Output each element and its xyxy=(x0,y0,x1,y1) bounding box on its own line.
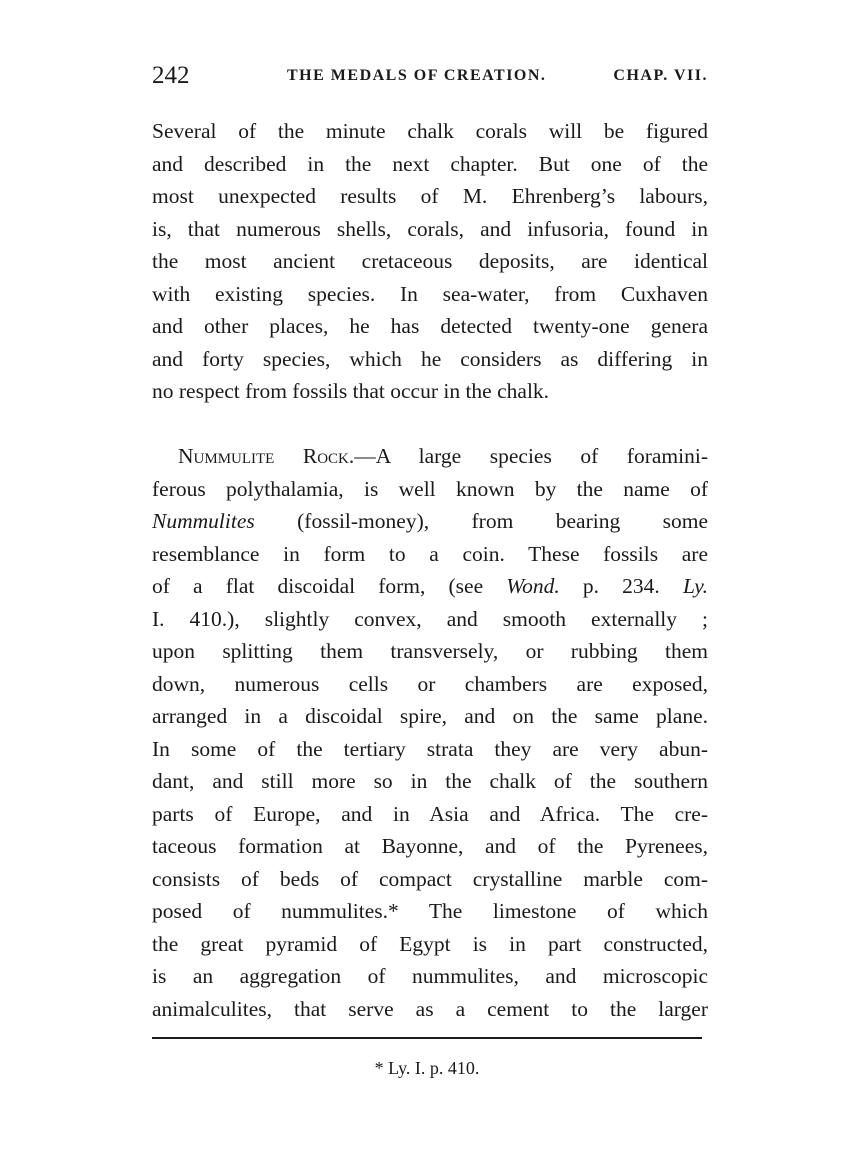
text-line xyxy=(152,440,708,473)
text-line: dant, and still more so in the chalk of the southern xyxy=(152,769,708,793)
text-line: resemblance in form to a coin. These fossils are xyxy=(152,541,708,566)
genus-name: Nummulites xyxy=(152,509,255,533)
paragraph-nummulite-rock xyxy=(152,440,708,1025)
text-line: is an aggregation of nummulites, and microscopic xyxy=(152,964,708,988)
text-line: parts of Europe, and in Asia and Africa. The cre- xyxy=(152,801,708,826)
text-fragment: (fossil-money), from bearing some xyxy=(254,509,708,533)
reference-wond: Wond. xyxy=(506,574,560,598)
running-head xyxy=(152,62,708,92)
footnote-rule xyxy=(152,1037,702,1039)
text-line: animalculites, that serve as a cement to the larger xyxy=(152,996,708,1021)
text-fragment: of a flat discoidal form, (see xyxy=(152,574,507,598)
text-line: consists of beds of compact crystalline marble com- xyxy=(152,866,708,891)
text-line: upon splitting them transversely, or rubbing them xyxy=(152,639,708,663)
text-line: down, numerous cells or chambers are exposed, xyxy=(152,671,708,696)
running-title: THE MEDALS OF CREATION. xyxy=(287,67,547,84)
text-line: and described in the next chapter. But one of the xyxy=(152,151,708,176)
text-line: no respect from fossils that occur in the chalk. xyxy=(152,379,550,403)
text-line: with existing species. In sea-water, from Cuxhaven xyxy=(152,281,708,306)
chapter-reference: CHAP. VII. xyxy=(613,67,708,84)
text-line: the most ancient cretaceous deposits, are identical xyxy=(152,249,708,273)
page-number: 242 xyxy=(152,62,190,89)
text-fragment: p. 234. xyxy=(559,574,683,598)
text-line xyxy=(152,570,708,603)
text-line: and other places, he has detected twenty-one genera xyxy=(152,314,708,338)
text-line xyxy=(152,505,708,538)
text-line: posed of nummulites.* The limestone of which xyxy=(152,899,708,923)
text-line: the great pyramid of Egypt is in part constructed, xyxy=(152,931,708,956)
text-line: I. 410.), slightly convex, and smooth externally ; xyxy=(152,606,708,631)
text-line: arranged in a discoidal spire, and on the same plane. xyxy=(152,704,708,728)
section-heading: Nummulite Rock. xyxy=(178,444,355,468)
text-line: most unexpected results of M. Ehrenberg’s labours, xyxy=(152,184,708,208)
footnote: * Ly. I. p. 410. xyxy=(374,1058,480,1078)
text-line: and forty species, which he considers as differing in xyxy=(152,346,708,371)
text-fragment: —A large species of foramini- xyxy=(354,444,708,468)
text-line: Several of the minute chalk corals will be figured xyxy=(152,119,708,143)
text-line: ferous polythalamia, is well known by the name of xyxy=(152,476,708,501)
text-line: In some of the tertiary strata they are very abun- xyxy=(152,736,708,761)
reference-ly: Ly. xyxy=(682,574,708,598)
paragraph-corals xyxy=(152,115,708,408)
text-line: is, that numerous shells, corals, and infusoria, found in xyxy=(152,216,708,241)
text-line: taceous formation at Bayonne, and of the Pyrenees, xyxy=(152,834,708,858)
